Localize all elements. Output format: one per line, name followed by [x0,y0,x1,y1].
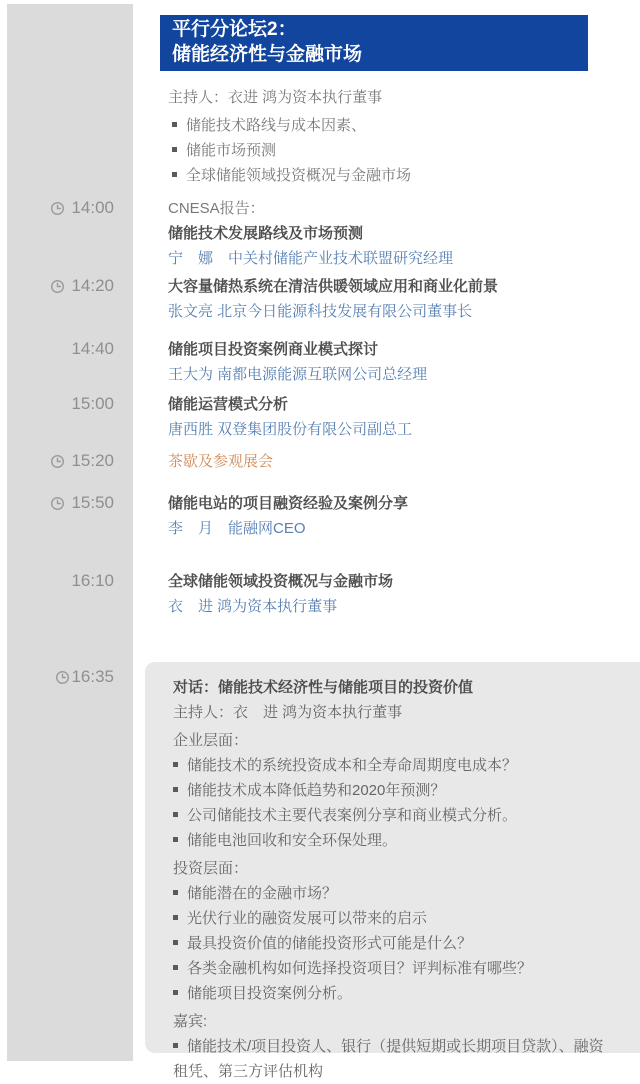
dialog-item-text: 储能潜在的金融市场？ [187,885,338,902]
time-label: 14:20 [71,276,114,295]
list-item [172,163,411,188]
bullet-marker [173,812,178,817]
dialog-section2-list [173,881,615,1006]
session-time [28,274,114,298]
topic-text: 储能市场预测 [186,142,277,159]
clock-icon [50,279,65,294]
dialog-section-label: 投资层面： [173,860,249,877]
session-speaker: 李 月 能融网CEO [168,520,306,537]
session-time [28,569,114,593]
dialog-guests-label: 嘉宾: [173,1013,208,1030]
dialog-item-text: 储能电池回收和安全环保处理。 [187,832,398,849]
dialog-item-text: 储能项目投资案例分析。 [187,985,353,1002]
session-body [168,449,273,474]
session-speaker: 唐西胜 双登集团股份有限公司副总工 [168,421,413,438]
time-label: 15:50 [71,493,114,512]
session-body [168,274,498,324]
dialog-item-text: 储能技术成本降低趋势和2020年预测？ [187,782,446,799]
session-speaker: 宁 娜 中关村储能产业技术联盟研究经理 [168,250,454,267]
dialog-panel [145,662,640,1080]
list-item [173,931,615,956]
session-time [28,392,114,416]
list-item [173,753,615,778]
session-body [168,196,453,271]
bullet-marker [173,965,178,970]
list-item [173,906,615,931]
bullet-marker [173,837,178,842]
dialog-section-label: 企业层面： [173,732,249,749]
bullet-marker [172,172,177,177]
list-item [172,138,411,163]
session-speaker: 王大为 南都电源能源互联网公司总经理 [168,366,428,383]
session-title: 大容量储热系统在清洁供暖领域应用和商业化前景 [168,278,499,295]
bullet-marker [172,147,177,152]
bullet-marker [172,122,177,127]
session-speaker: 张文亮 北京今日能源科技发展有限公司董事长 [168,303,473,320]
clock-icon [50,201,65,216]
session-title: 储能技术发展路线及市场预测 [168,225,364,242]
schedule-row [28,491,640,541]
topic-text: 储能技术路线与成本因素、 [186,117,367,134]
bullet-marker [173,915,178,920]
list-item [172,113,411,138]
session-speaker: 衣 进 鸿为资本执行董事 [168,598,338,615]
bullet-marker [173,762,178,767]
session-title: 全球储能领域投资概况与金融市场 [168,573,394,590]
dialog-title: 对话：储能技术经济性与储能项目的投资价值 [173,679,474,696]
time-label: 16:35 [71,667,114,686]
bullet-marker [173,787,178,792]
dialog-guests-list [173,1034,615,1084]
session-time [28,337,114,361]
schedule-row [28,274,640,324]
clock-icon [50,496,65,511]
session-pretitle: CNESA报告： [168,200,265,217]
dialog-item-text: 公司储能技术主要代表案例分享和商业模式分析。 [187,807,518,824]
dialog-item-text: 光伏行业的融资发展可以带来的启示 [187,910,428,927]
list-item [173,1034,615,1084]
bullet-marker [173,990,178,995]
list-item [173,828,615,853]
dialog-moderator: 主持人：衣 进 鸿为资本执行董事 [173,704,403,721]
session-title: 储能项目投资案例商业模式探讨 [168,341,379,358]
session-time [28,449,114,473]
forum-header-line2: 储能经济性与金融市场 [172,44,363,65]
time-label: 16:10 [71,571,114,590]
session-time [28,196,114,220]
forum-topic-list [172,113,411,188]
list-item [173,981,615,1006]
time-label: 15:20 [71,451,114,470]
session-title: 储能运营模式分析 [168,396,289,413]
schedule-row [28,449,640,474]
break-label: 茶歇及参观展会 [168,453,274,470]
clock-icon [50,454,65,469]
list-item [173,881,615,906]
dialog-section1-list [173,753,615,853]
session-body [168,569,393,619]
session-time [28,665,114,689]
list-item [173,956,615,981]
schedule-row [28,392,640,442]
forum-moderator: 主持人：衣进 鸿为资本执行董事 [168,89,383,106]
bullet-marker [173,1043,178,1048]
schedule-row [28,337,640,387]
session-time [28,491,114,515]
dialog-item-text: 最具投资价值的储能投资形式可能是什么？ [187,935,473,952]
clock-icon [55,670,70,685]
session-body [168,392,412,442]
forum-header-line1: 平行分论坛2： [172,19,297,40]
list-item [173,803,615,828]
list-item [173,778,615,803]
bullet-marker [173,940,178,945]
schedule-row [28,196,640,271]
session-body [168,337,427,387]
session-body [168,491,408,541]
dialog-item-text: 储能技术/项目投资人、银行（提供短期或长期项目贷款）、融资租凭、第三方评估机构 [173,1038,604,1080]
forum-header [160,15,588,71]
time-label: 14:40 [71,339,114,358]
bullet-marker [173,890,178,895]
topic-text: 全球储能领域投资概况与金融市场 [186,167,412,184]
dialog-item-text: 各类金融机构如何选择投资项目？评判标准有哪些？ [187,960,533,977]
dialog-item-text: 储能技术的系统投资成本和全寿命周期度电成本？ [187,757,518,774]
schedule-row [28,569,640,619]
time-label: 14:00 [71,198,114,217]
time-label: 15:00 [71,394,114,413]
session-title: 储能电站的项目融资经验及案例分享 [168,495,409,512]
